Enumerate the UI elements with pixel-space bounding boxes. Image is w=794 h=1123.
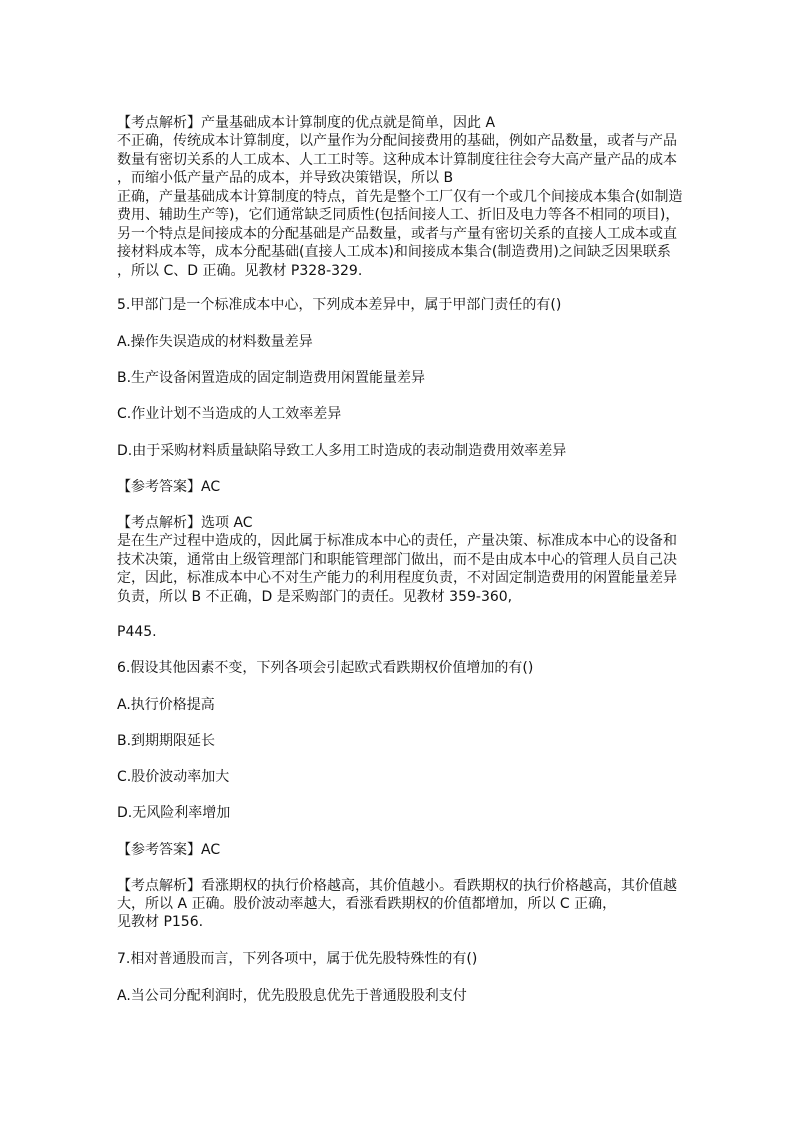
option-c: C.股价波动率加大 (117, 769, 230, 785)
analysis-text: 费用、辅助生产等)，它们通常缺乏同质性(包括间接人工、折旧及电力等各不相同的项目)， (117, 207, 680, 223)
question-6: 6.假设其他因素不变，下列各项会引起欧式看跌期权价值增加的有() (117, 660, 534, 676)
question-5: 5.甲部门是一个标准成本中心，下列成本差异中，属于甲部门责任的有() (117, 297, 562, 313)
analysis-text: 【考点解析】看涨期权的执行价格越高，其价值越小。看跌期权的执行价格越高，其价值越 (117, 878, 677, 894)
analysis-text: 【考点解析】选项 AC (117, 515, 253, 531)
analysis-text: 定，因此，标准成本中心不对生产能力的利用程度负责，不对固定制造费用的闲置能量差异 (117, 570, 677, 586)
analysis-text: 不正确，传统成本计算制度，以产量作为分配间接费用的基础，例如产品数量，或者与产品 (117, 133, 677, 149)
analysis-text: 大，所以 A 正确。股价波动率越大，看涨看跌期权的价值都增加，所以 C 正确， (117, 896, 617, 912)
option-d: D.无风险利率增加 (117, 805, 231, 821)
option-c: C.作业计划不当造成的人工效率差异 (117, 406, 342, 422)
reference-answer: 【参考答案】AC (117, 842, 221, 858)
analysis-text: 见教材 P156. (117, 914, 204, 930)
option-a: A.操作失误造成的材料数量差异 (117, 334, 313, 350)
option-b: B.到期期限延长 (117, 733, 216, 749)
analysis-text: 数量有密切关系的人工成本、人工工时等。这种成本计算制度往往会夸大高产量产品的成本 (117, 152, 677, 168)
question-7: 7.相对普通股而言，下列各项中，属于优先股特殊性的有() (117, 951, 478, 967)
analysis-text: 正确，产量基础成本计算制度的特点，首先是整个工厂仅有一个或几个间接成本集合(如制造 (117, 189, 683, 205)
analysis-text: P445. (117, 624, 157, 640)
analysis-text: ，所以 C、D 正确。见教材 P328-329. (117, 263, 363, 279)
option-a: A.当公司分配利润时，优先股股息优先于普通股股利支付 (117, 988, 467, 1004)
analysis-text: 另一个特点是间接成本的分配基础是产品数量，或者与产量有密切关系的直接人工成本或直 (117, 226, 677, 242)
option-b: B.生产设备闲置造成的固定制造费用闲置能量差异 (117, 370, 426, 386)
analysis-text: 负责，所以 B 不正确，D 是采购部门的责任。见教材 359-360, (117, 589, 513, 605)
option-a: A.执行价格提高 (117, 697, 215, 713)
analysis-text: ，而缩小低产量产品的成本，并导致决策错误，所以 B (117, 170, 454, 186)
analysis-text: 【考点解析】产量基础成本计算制度的优点就是简单，因此 A (117, 115, 496, 131)
analysis-text: 技术决策，通常由上级管理部门和职能管理部门做出，而不是由成本中心的管理人员自己决 (117, 552, 677, 568)
analysis-text: 接材料成本等，成本分配基础(直接人工成本)和间接成本集合(制造费用)之间缺乏因果联系 (117, 244, 671, 260)
option-d: D.由于采购材料质量缺陷导致工人多用工时造成的表动制造费用效率差异 (117, 443, 567, 459)
analysis-text: 是在生产过程中造成的，因此属于标准成本中心的责任，产量决策、标准成本中心的设备和 (117, 533, 677, 549)
reference-answer: 【参考答案】AC (117, 479, 221, 495)
